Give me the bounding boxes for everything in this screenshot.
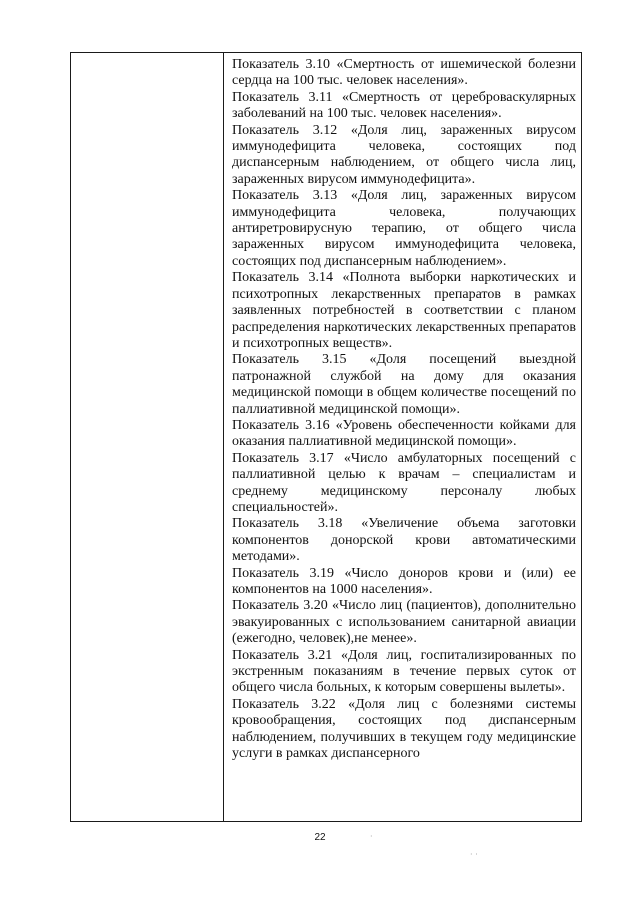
indicator-3-13: Показатель 3.13 «Доля лиц, зараженных вирусом иммунодефицита человека, получающих антиретровирусную терапию, от общего числа зараженных вирусом иммунодефицита человека, состоящих под диспансерным наблюдением».: [232, 188, 576, 269]
indicator-3-16: Показатель 3.16 «Уровень обеспеченности койками для оказания паллиативной медицинской помощи».: [232, 417, 576, 450]
indicator-3-18: Показатель 3.18 «Увеличение объема заготовки компонентов донорской крови автоматическими методами».: [232, 516, 576, 565]
indicator-table: [70, 52, 582, 822]
indicator-3-20: Показатель 3.20 «Число лиц (пациентов), дополнительно эвакуированных с использованием санитарной авиации (ежегодно, человек),не менее».: [232, 598, 576, 647]
indicator-3-17: Показатель 3.17 «Число амбулаторных посещений с паллиативной целью к врачам – специалистам и среднему медицинскому персоналу любых специальностей».: [232, 450, 576, 515]
scan-speck: ·: [370, 832, 373, 841]
indicator-3-11: Показатель 3.11 «Смертность от цереброваскулярных заболеваний на 100 тыс. человек населения».: [232, 89, 576, 122]
table-left-column: [71, 53, 224, 821]
indicator-3-21: Показатель 3.21 «Доля лиц, госпитализированных по экстренным показаниям в течение первых суток от общего числа больных, к которым совершены вылеты».: [232, 647, 576, 696]
table-right-column: [224, 53, 581, 821]
indicator-3-14: Показатель 3.14 «Полнота выборки наркотических и психотропных лекарственных препаратов в рамках заявленных потребностей в соответствии с планом распределения наркотических лекарственных препаратов и психотропных веществ».: [232, 270, 576, 351]
indicator-3-10: Показатель 3.10 «Смертность от ишемической болезни сердца на 100 тыс. человек населения».: [232, 57, 576, 89]
indicator-3-12: Показатель 3.12 «Доля лиц, зараженных вирусом иммунодефицита человека, состоящих под диспансерным наблюдением, от общего числа лиц, зараженных вирусом иммунодефицита».: [232, 122, 576, 187]
indicator-3-22: Показатель 3.22 «Доля лиц с болезнями системы кровообращения, состоящих под диспансерным наблюдением, получивших в текущем году медицинские услуги в рамках диспансерного: [232, 696, 576, 762]
page-number: 22: [314, 832, 326, 843]
indicator-3-15: Показатель 3.15 «Доля посещений выездной патронажной службой на дому для оказания медицинской помощи в общем количестве посещений по паллиативной медицинской помощи».: [232, 352, 576, 417]
indicator-3-19: Показатель 3.19 «Число доноров крови и (или) ее компонентов на 1000 населения».: [232, 565, 576, 597]
scan-speck: · ·: [470, 850, 478, 859]
